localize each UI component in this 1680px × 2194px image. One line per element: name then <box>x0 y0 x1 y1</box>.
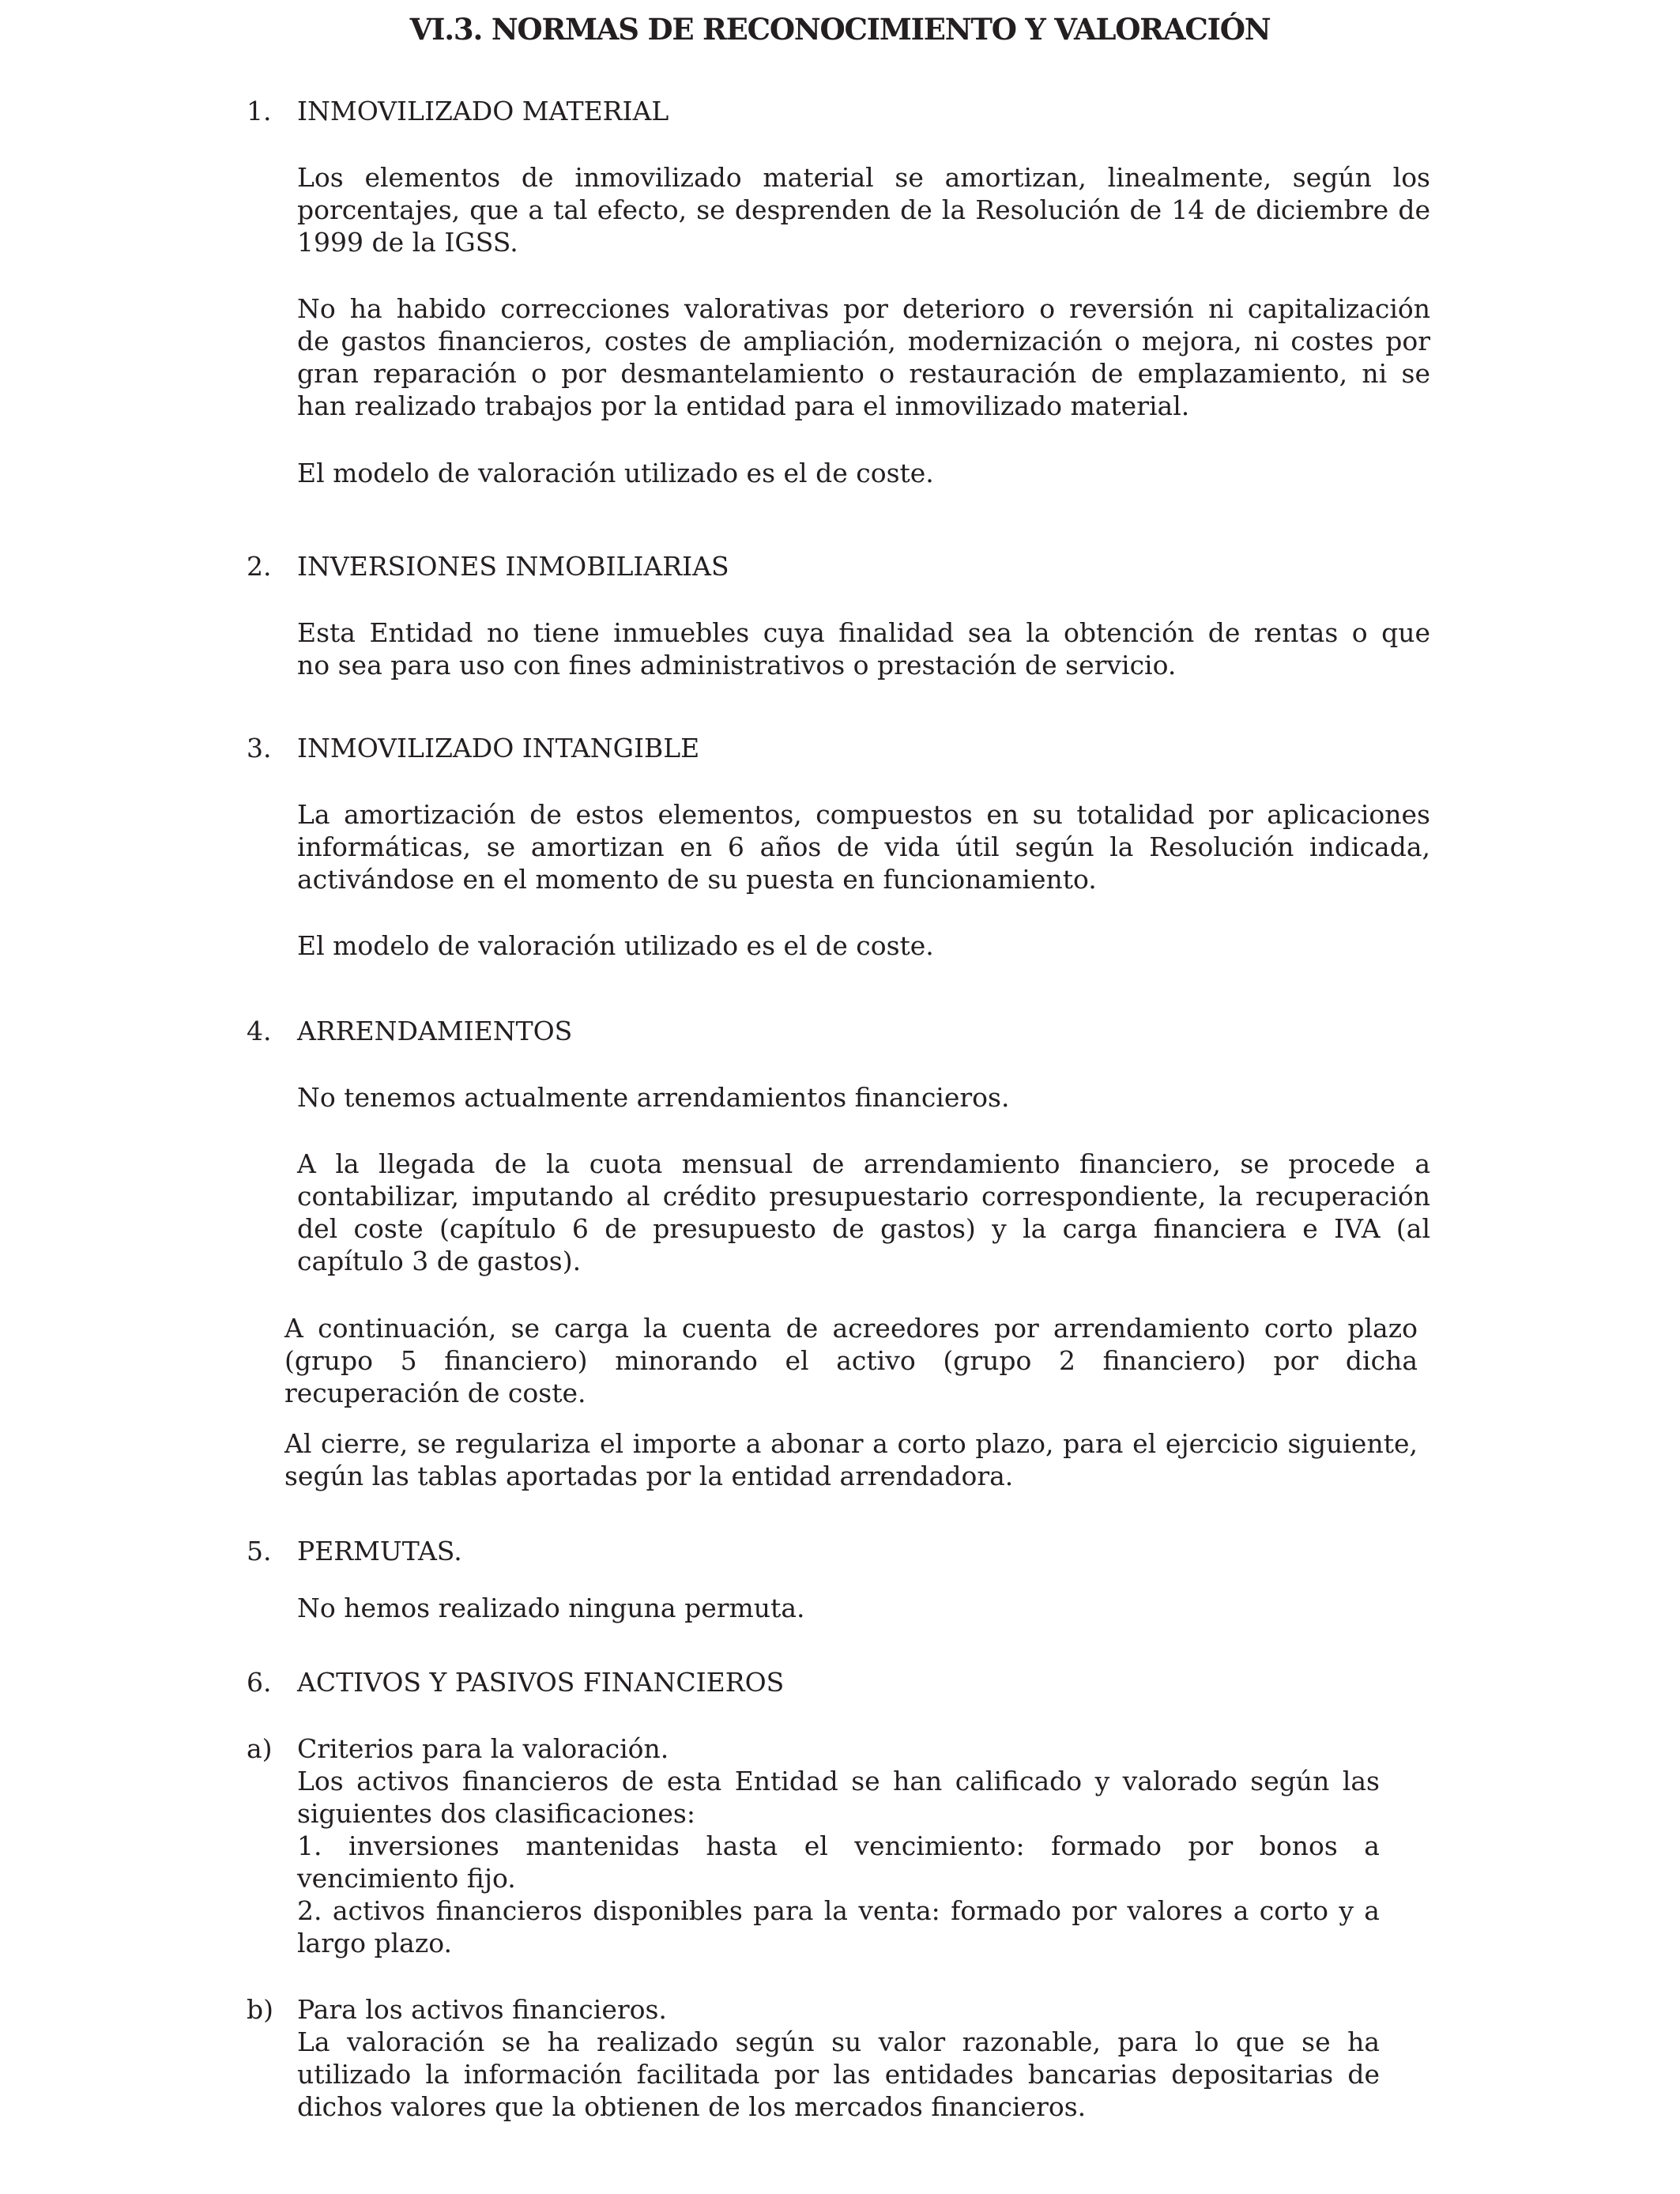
section-title: INMOVILIZADO INTANGIBLE <box>297 733 700 763</box>
text-line: Los elementos de inmovilizado material se amortizan, linealmente, según los <box>297 162 1430 193</box>
text-line: no sea para uso con fines administrativos o prestación de servicio. <box>297 650 1177 680</box>
section-number: 4. <box>247 1016 272 1046</box>
section-heading-permutas <box>247 1535 462 1567</box>
text-line: No hemos realizado ninguna permuta. <box>297 1593 805 1623</box>
text-line: de gastos financieros, costes de ampliación, modernización o mejora, ni costes por <box>297 326 1430 356</box>
text-line: vencimiento fijo. <box>297 1863 516 1894</box>
section-title: PERMUTAS. <box>297 1536 462 1566</box>
text-line: 1. inversiones mantenidas hasta el vencimiento: formado por bonos a <box>297 1830 1380 1861</box>
text-line: El modelo de valoración utilizado es el de coste. <box>297 930 934 961</box>
section-number: 2. <box>247 551 272 582</box>
section-heading-inmovilizado-intangible <box>247 732 699 764</box>
section-title: INMOVILIZADO MATERIAL <box>297 96 669 126</box>
text-line: han realizado trabajos por la entidad para el inmovilizado material. <box>297 390 1190 421</box>
text-line: utilizado la información facilitada por las entidades bancarias depositarias de <box>297 2059 1380 2090</box>
text-line: 1999 de la IGSS. <box>297 227 518 258</box>
text-line: Criterios para la valoración. <box>297 1733 669 1764</box>
text-line: porcentajes, que a tal efecto, se desprenden de la Resolución de 14 de diciembre de <box>297 194 1430 225</box>
text-line: 2. activos financieros disponibles para la venta: formado por valores a corto y a <box>297 1895 1380 1926</box>
subsection-body <box>297 1993 1380 2123</box>
subsection-letter: b) <box>247 1994 273 2025</box>
section-title: ACTIVOS Y PASIVOS FINANCIEROS <box>297 1667 785 1698</box>
paragraph <box>284 1312 1418 1409</box>
text-line: activándose en el momento de su puesta en funcionamiento. <box>297 864 1097 895</box>
text-line: recuperación de coste. <box>284 1378 586 1408</box>
section-heading-inmovilizado-material <box>247 95 669 127</box>
text-line: informáticas, se amortizan en 6 años de vida útil según la Resolución indicada, <box>297 831 1430 862</box>
text-line: A continuación, se carga la cuenta de acreedores por arrendamiento corto plazo <box>284 1313 1418 1344</box>
section-heading-arrendamientos <box>247 1015 572 1047</box>
section-title: INVERSIONES INMOBILIARIAS <box>297 551 729 582</box>
text-line: A la llegada de la cuota mensual de arrendamiento financiero, se procede a <box>297 1148 1430 1179</box>
paragraph <box>297 1148 1430 1277</box>
text-line: La valoración se ha realizado según su valor razonable, para lo que se ha <box>297 2026 1380 2057</box>
text-line: No tenemos actualmente arrendamientos financieros. <box>297 1082 1010 1113</box>
section-heading-activos-pasivos-financieros <box>247 1666 784 1698</box>
paragraph <box>297 798 1430 895</box>
section-heading-inversiones-inmobiliarias <box>247 550 729 582</box>
subsection-body <box>297 1732 1380 1959</box>
section-number: 5. <box>247 1536 272 1566</box>
text-line: capítulo 3 de gastos). <box>297 1246 582 1276</box>
text-line: contabilizar, imputando al crédito presupuestario correspondiente, la recuperación <box>297 1181 1430 1212</box>
text-line: La amortización de estos elementos, compuestos en su totalidad por aplicaciones <box>297 799 1430 830</box>
text-line: Esta Entidad no tiene inmuebles cuya finalidad sea la obtención de rentas o que <box>297 617 1430 648</box>
text-line: del coste (capítulo 6 de presupuesto de gastos) y la carga financiera e IVA (al <box>297 1213 1430 1244</box>
paragraph <box>297 161 1430 258</box>
text-line: No ha habido correcciones valorativas por deterioro o reversión ni capitalización <box>297 293 1430 324</box>
subsection-letter: a) <box>247 1733 273 1764</box>
text-line: Al cierre, se regulariza el importe a abonar a corto plazo, para el ejercicio siguiente, <box>284 1428 1418 1459</box>
text-line: dichos valores que la obtienen de los mercados financieros. <box>297 2091 1087 2122</box>
paragraph <box>297 292 1430 422</box>
text-line: Los activos financieros de esta Entidad se han calificado y valorado según las <box>297 1766 1380 1796</box>
text-line: Para los activos financieros. <box>297 1994 667 2025</box>
text-line: según las tablas aportadas por la entidad arrendadora. <box>284 1461 1014 1491</box>
text-line: largo plazo. <box>297 1928 453 1958</box>
section-title: ARRENDAMIENTOS <box>297 1016 573 1046</box>
paragraph <box>297 929 1430 962</box>
paragraph <box>297 616 1430 681</box>
section-number: 6. <box>247 1667 272 1698</box>
paragraph <box>297 1081 1430 1114</box>
section-number: 3. <box>247 733 272 763</box>
paragraph <box>284 1427 1418 1492</box>
text-line: El modelo de valoración utilizado es el de coste. <box>297 458 934 488</box>
paragraph <box>297 1592 1430 1624</box>
paragraph <box>297 457 1430 489</box>
text-line: siguientes dos clasificaciones: <box>297 1798 695 1829</box>
section-number: 1. <box>247 96 272 126</box>
page-title: VI.3. NORMAS DE RECONOCIMIENTO Y VALORACIÓN <box>409 12 1271 47</box>
text-line: (grupo 5 financiero) minorando el activo (grupo 2 financiero) por dicha <box>284 1345 1418 1376</box>
text-line: gran reparación o por desmantelamiento o restauración de emplazamiento, ni se <box>297 358 1430 389</box>
